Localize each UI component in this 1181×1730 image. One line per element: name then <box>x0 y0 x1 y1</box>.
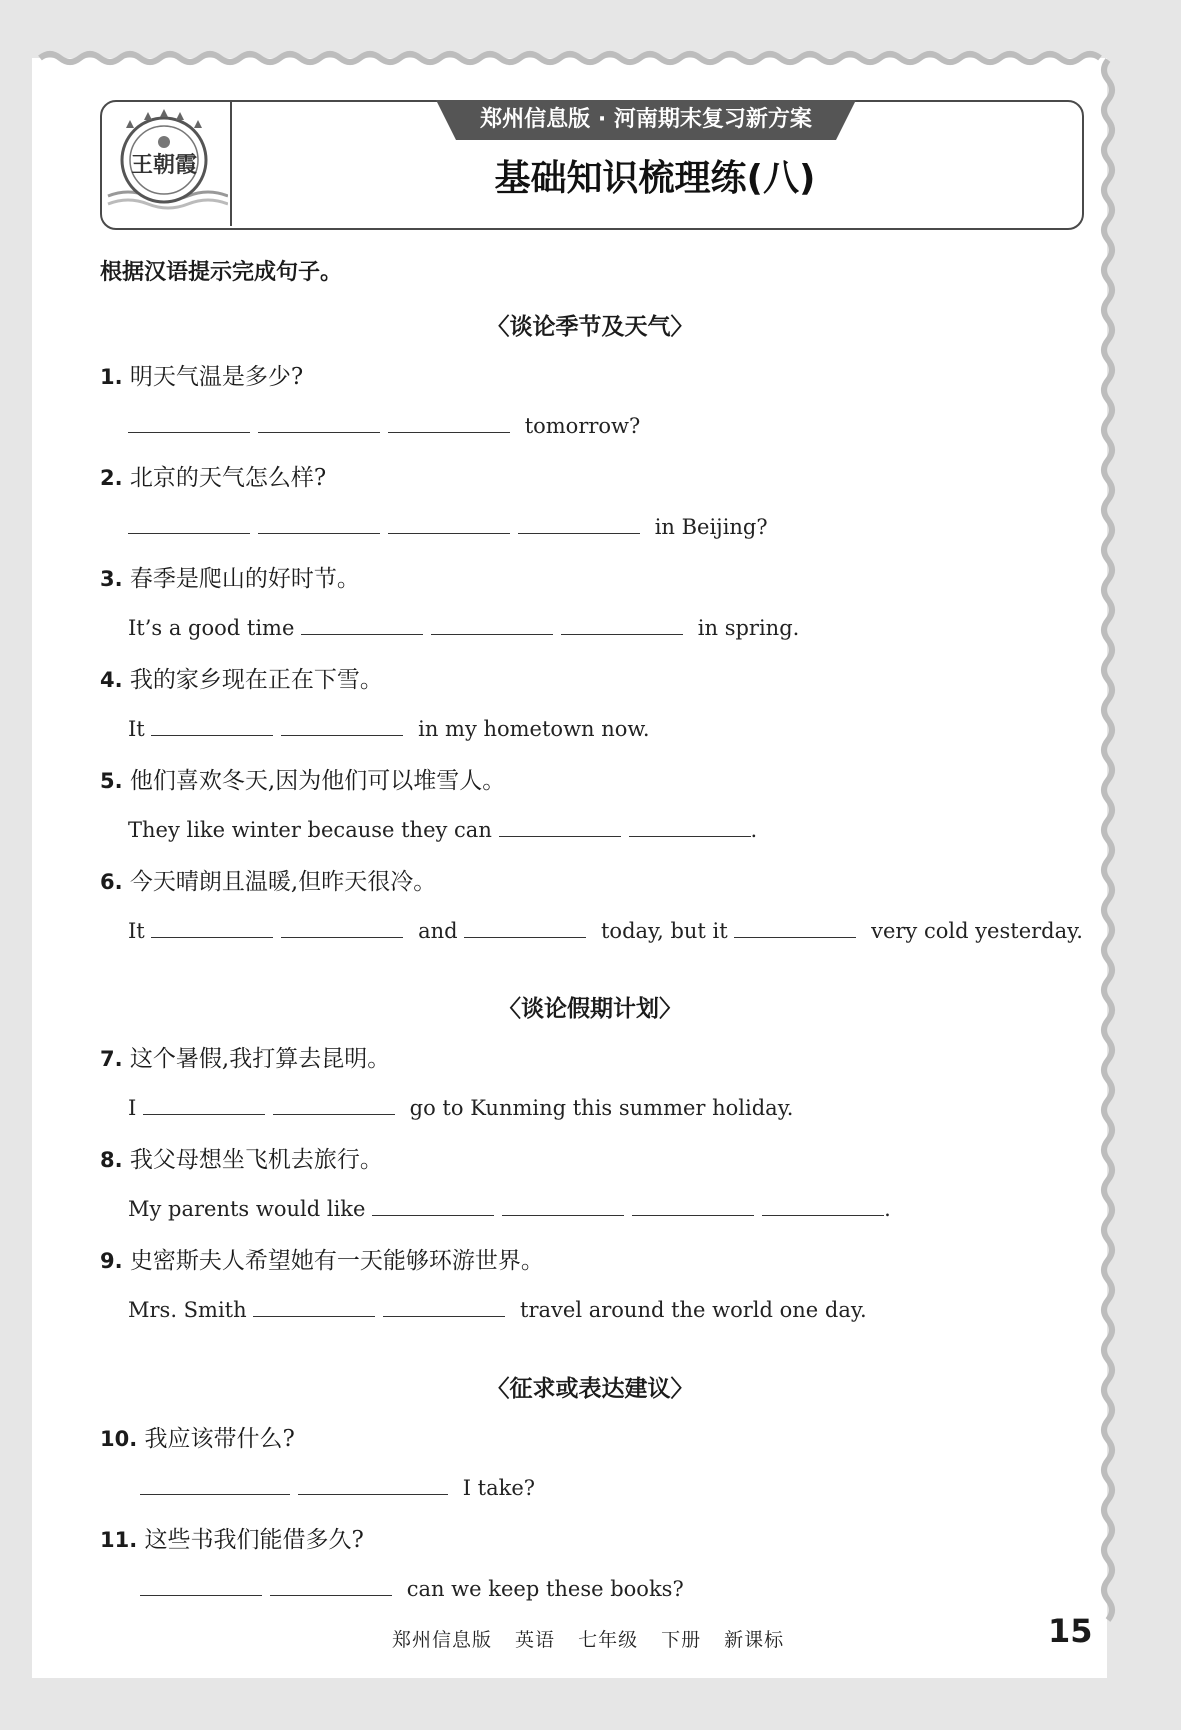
question-7 <box>100 1040 390 1073</box>
answer-blank[interactable] <box>140 1573 262 1596</box>
question-prompt: 这些书我们能借多久? <box>144 1527 364 1553</box>
question-prompt: 春季是爬山的好时节。 <box>129 566 360 592</box>
question-prompt: 我父母想坐飞机去旅行。 <box>129 1147 383 1173</box>
answer-line-5 <box>128 814 757 842</box>
answer-prefix: It’s a good time <box>128 616 295 640</box>
answer-prefix: Mrs. Smith <box>128 1298 247 1322</box>
answer-blank[interactable] <box>499 814 621 837</box>
answer-line-4 <box>128 713 650 741</box>
answer-blank[interactable] <box>258 410 380 433</box>
answer-blank[interactable] <box>383 1294 505 1317</box>
page-title: 基础知识梳理练(八) <box>494 158 816 199</box>
question-number: 8. <box>100 1148 123 1172</box>
answer-blank[interactable] <box>270 1573 392 1596</box>
answer-line-3 <box>128 612 799 640</box>
section-heading-advice: 〈征求或表达建议〉 <box>486 1376 694 1402</box>
question-number: 10. <box>100 1427 138 1451</box>
svg-text:王朝霞: 王朝霞 <box>130 152 198 178</box>
question-number: 5. <box>100 769 123 793</box>
answer-blank[interactable] <box>301 612 423 635</box>
answer-blank[interactable] <box>273 1092 395 1115</box>
answer-suffix: travel around the world one day. <box>520 1298 867 1322</box>
question-6 <box>100 863 436 896</box>
answer-blank[interactable] <box>372 1193 494 1216</box>
question-3 <box>100 560 360 593</box>
answer-blank[interactable] <box>502 1193 624 1216</box>
answer-blank[interactable] <box>151 915 273 938</box>
answer-blank[interactable] <box>561 612 683 635</box>
answer-blank[interactable] <box>151 713 273 736</box>
question-number: 3. <box>100 567 123 591</box>
answer-blank[interactable] <box>388 511 510 534</box>
question-prompt: 史密斯夫人希望她有一天能够环游世界。 <box>129 1248 544 1274</box>
answer-suffix: I take? <box>462 1476 536 1500</box>
answer-prefix: It <box>128 919 145 943</box>
section-heading-weather: 〈谈论季节及天气〉 <box>486 314 694 340</box>
answer-line-7 <box>128 1092 793 1120</box>
answer-suffix: very cold yesterday. <box>871 919 1083 943</box>
answer-line-11 <box>140 1573 684 1601</box>
answer-mid: today, but it <box>600 919 728 943</box>
answer-line-9 <box>128 1294 867 1322</box>
question-1 <box>100 358 303 391</box>
question-prompt: 他们喜欢冬天,因为他们可以堆雪人。 <box>129 768 506 794</box>
question-number: 7. <box>100 1047 123 1071</box>
answer-blank[interactable] <box>629 814 751 837</box>
answer-blank[interactable] <box>762 1193 884 1216</box>
answer-blank[interactable] <box>518 511 640 534</box>
answer-blank[interactable] <box>281 915 403 938</box>
answer-suffix: in spring. <box>697 616 800 640</box>
answer-blank[interactable] <box>281 713 403 736</box>
answer-line-8 <box>128 1193 891 1221</box>
answer-line-1 <box>128 410 640 438</box>
question-number: 1. <box>100 365 123 389</box>
question-number: 4. <box>100 668 123 692</box>
answer-blank[interactable] <box>253 1294 375 1317</box>
footer-text: 郑州信息版 英语 七年级 下册 新课标 <box>392 1629 785 1651</box>
question-number: 6. <box>100 870 123 894</box>
question-prompt: 今天晴朗且温暖,但昨天很冷。 <box>129 869 437 895</box>
question-prompt: 我应该带什么? <box>144 1426 295 1452</box>
question-11 <box>100 1521 364 1554</box>
answer-blank[interactable] <box>128 511 250 534</box>
answer-suffix: . <box>884 1197 891 1221</box>
answer-line-6 <box>128 915 1083 943</box>
answer-suffix: . <box>750 818 758 842</box>
answer-suffix: go to Kunming this summer holiday. <box>409 1096 794 1120</box>
question-number: 2. <box>100 466 123 490</box>
answer-blank[interactable] <box>298 1472 448 1495</box>
answer-prefix: My parents would like <box>128 1197 366 1221</box>
page-number: 15 <box>1048 1612 1093 1650</box>
instruction: 根据汉语提示完成句子。 <box>100 260 343 285</box>
answer-blank[interactable] <box>464 915 586 938</box>
answer-mid: and <box>418 919 458 943</box>
question-9 <box>100 1242 544 1275</box>
answer-blank[interactable] <box>258 511 380 534</box>
question-2 <box>100 459 326 492</box>
answer-prefix: They like winter because they can <box>128 818 492 842</box>
answer-line-10 <box>140 1472 535 1500</box>
question-5 <box>100 762 505 795</box>
answer-prefix: It <box>128 717 145 741</box>
answer-suffix: in my hometown now. <box>418 717 650 741</box>
question-prompt: 这个暑假,我打算去昆明。 <box>129 1046 391 1072</box>
question-8 <box>100 1141 383 1174</box>
question-prompt: 我的家乡现在正在下雪。 <box>129 667 383 693</box>
answer-blank[interactable] <box>632 1193 754 1216</box>
answer-blank[interactable] <box>140 1472 290 1495</box>
header-banner <box>436 100 856 140</box>
question-number: 11. <box>100 1528 138 1552</box>
answer-suffix: tomorrow? <box>524 414 641 438</box>
answer-blank[interactable] <box>128 410 250 433</box>
question-4 <box>100 661 383 694</box>
section-heading-holiday: 〈谈论假期计划〉 <box>498 996 682 1022</box>
answer-blank[interactable] <box>734 915 856 938</box>
answer-suffix: can we keep these books? <box>406 1577 684 1601</box>
question-10 <box>100 1420 295 1453</box>
banner-text: 郑州信息版 · 河南期末复习新方案 <box>480 107 812 132</box>
question-prompt: 明天气温是多少? <box>129 364 304 390</box>
answer-line-2 <box>128 511 768 539</box>
answer-blank[interactable] <box>143 1092 265 1115</box>
answer-prefix: I <box>128 1096 137 1120</box>
answer-blank[interactable] <box>388 410 510 433</box>
answer-blank[interactable] <box>431 612 553 635</box>
question-number: 9. <box>100 1249 123 1273</box>
publisher-logo <box>100 100 232 226</box>
question-prompt: 北京的天气怎么样? <box>129 465 327 491</box>
answer-suffix: in Beijing? <box>654 515 768 539</box>
